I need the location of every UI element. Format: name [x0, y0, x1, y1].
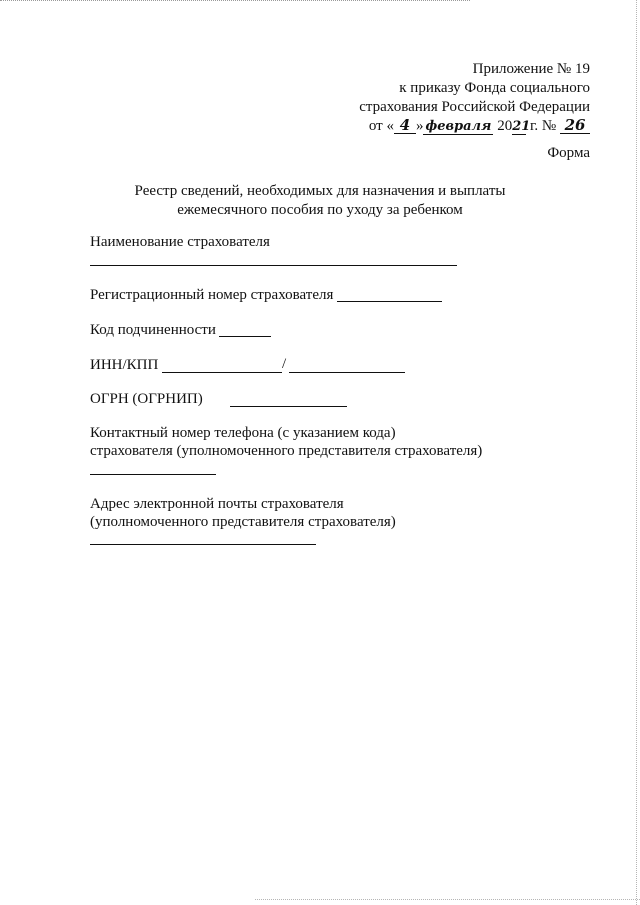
date-month-handwritten: февраля [423, 119, 493, 135]
ogrn-label: ОГРН (ОГРНИП) [90, 391, 203, 407]
form-label: Форма [547, 145, 590, 161]
document-title [100, 182, 540, 220]
email-label-line-2: (уполномоченного представителя страхователя) [90, 514, 396, 530]
reg-number-line[interactable] [337, 301, 442, 302]
inn-line[interactable] [162, 372, 282, 373]
appendix-number: Приложение № 19 [472, 61, 590, 77]
date-year-prefix: 20 [493, 118, 513, 134]
email-line[interactable] [90, 544, 316, 545]
phone-label-line-2: страхователя (уполномоченного представителя страхователя) [90, 443, 483, 459]
title-line-1: Реестр сведений, необходимых для назначения и выплаты [134, 183, 506, 199]
order-number-handwritten: 26 [560, 118, 590, 134]
title-line-2: ежемесячного пособия по уходу за ребенком [177, 202, 463, 218]
reg-number-label: Регистрационный номер страхователя [90, 287, 334, 303]
scan-edge-top [0, 0, 470, 2]
appendix-order-ref: к приказу Фонда социального [399, 80, 590, 96]
kpp-line[interactable] [289, 372, 405, 373]
inn-kpp-label: ИНН/КПП [90, 357, 159, 373]
date-quote-close: » [415, 118, 424, 134]
appendix-date-line [290, 117, 590, 136]
date-day-handwritten: 4 [394, 118, 416, 134]
subordination-code-line[interactable] [219, 336, 271, 337]
email-label-line-1: Адрес электронной почты страхователя [90, 496, 344, 512]
insurer-name-label: Наименование страхователя [90, 234, 270, 250]
scan-edge-bottom [255, 899, 640, 901]
insurer-name-line[interactable] [90, 265, 457, 266]
date-prefix: от « [368, 118, 394, 134]
inn-kpp-separator: / [282, 356, 287, 372]
date-year-word: г. № [526, 118, 560, 134]
subordination-code-label: Код подчиненности [90, 322, 216, 338]
appendix-header [290, 60, 590, 136]
phone-label-line-1: Контактный номер телефона (с указанием кода) [90, 425, 396, 441]
date-year-handwritten: 21 [512, 119, 531, 134]
appendix-fund-name: страхования Российской Федерации [359, 99, 590, 115]
phone-line[interactable] [90, 474, 216, 475]
scan-edge-right [636, 0, 638, 905]
ogrn-line[interactable] [230, 406, 347, 407]
